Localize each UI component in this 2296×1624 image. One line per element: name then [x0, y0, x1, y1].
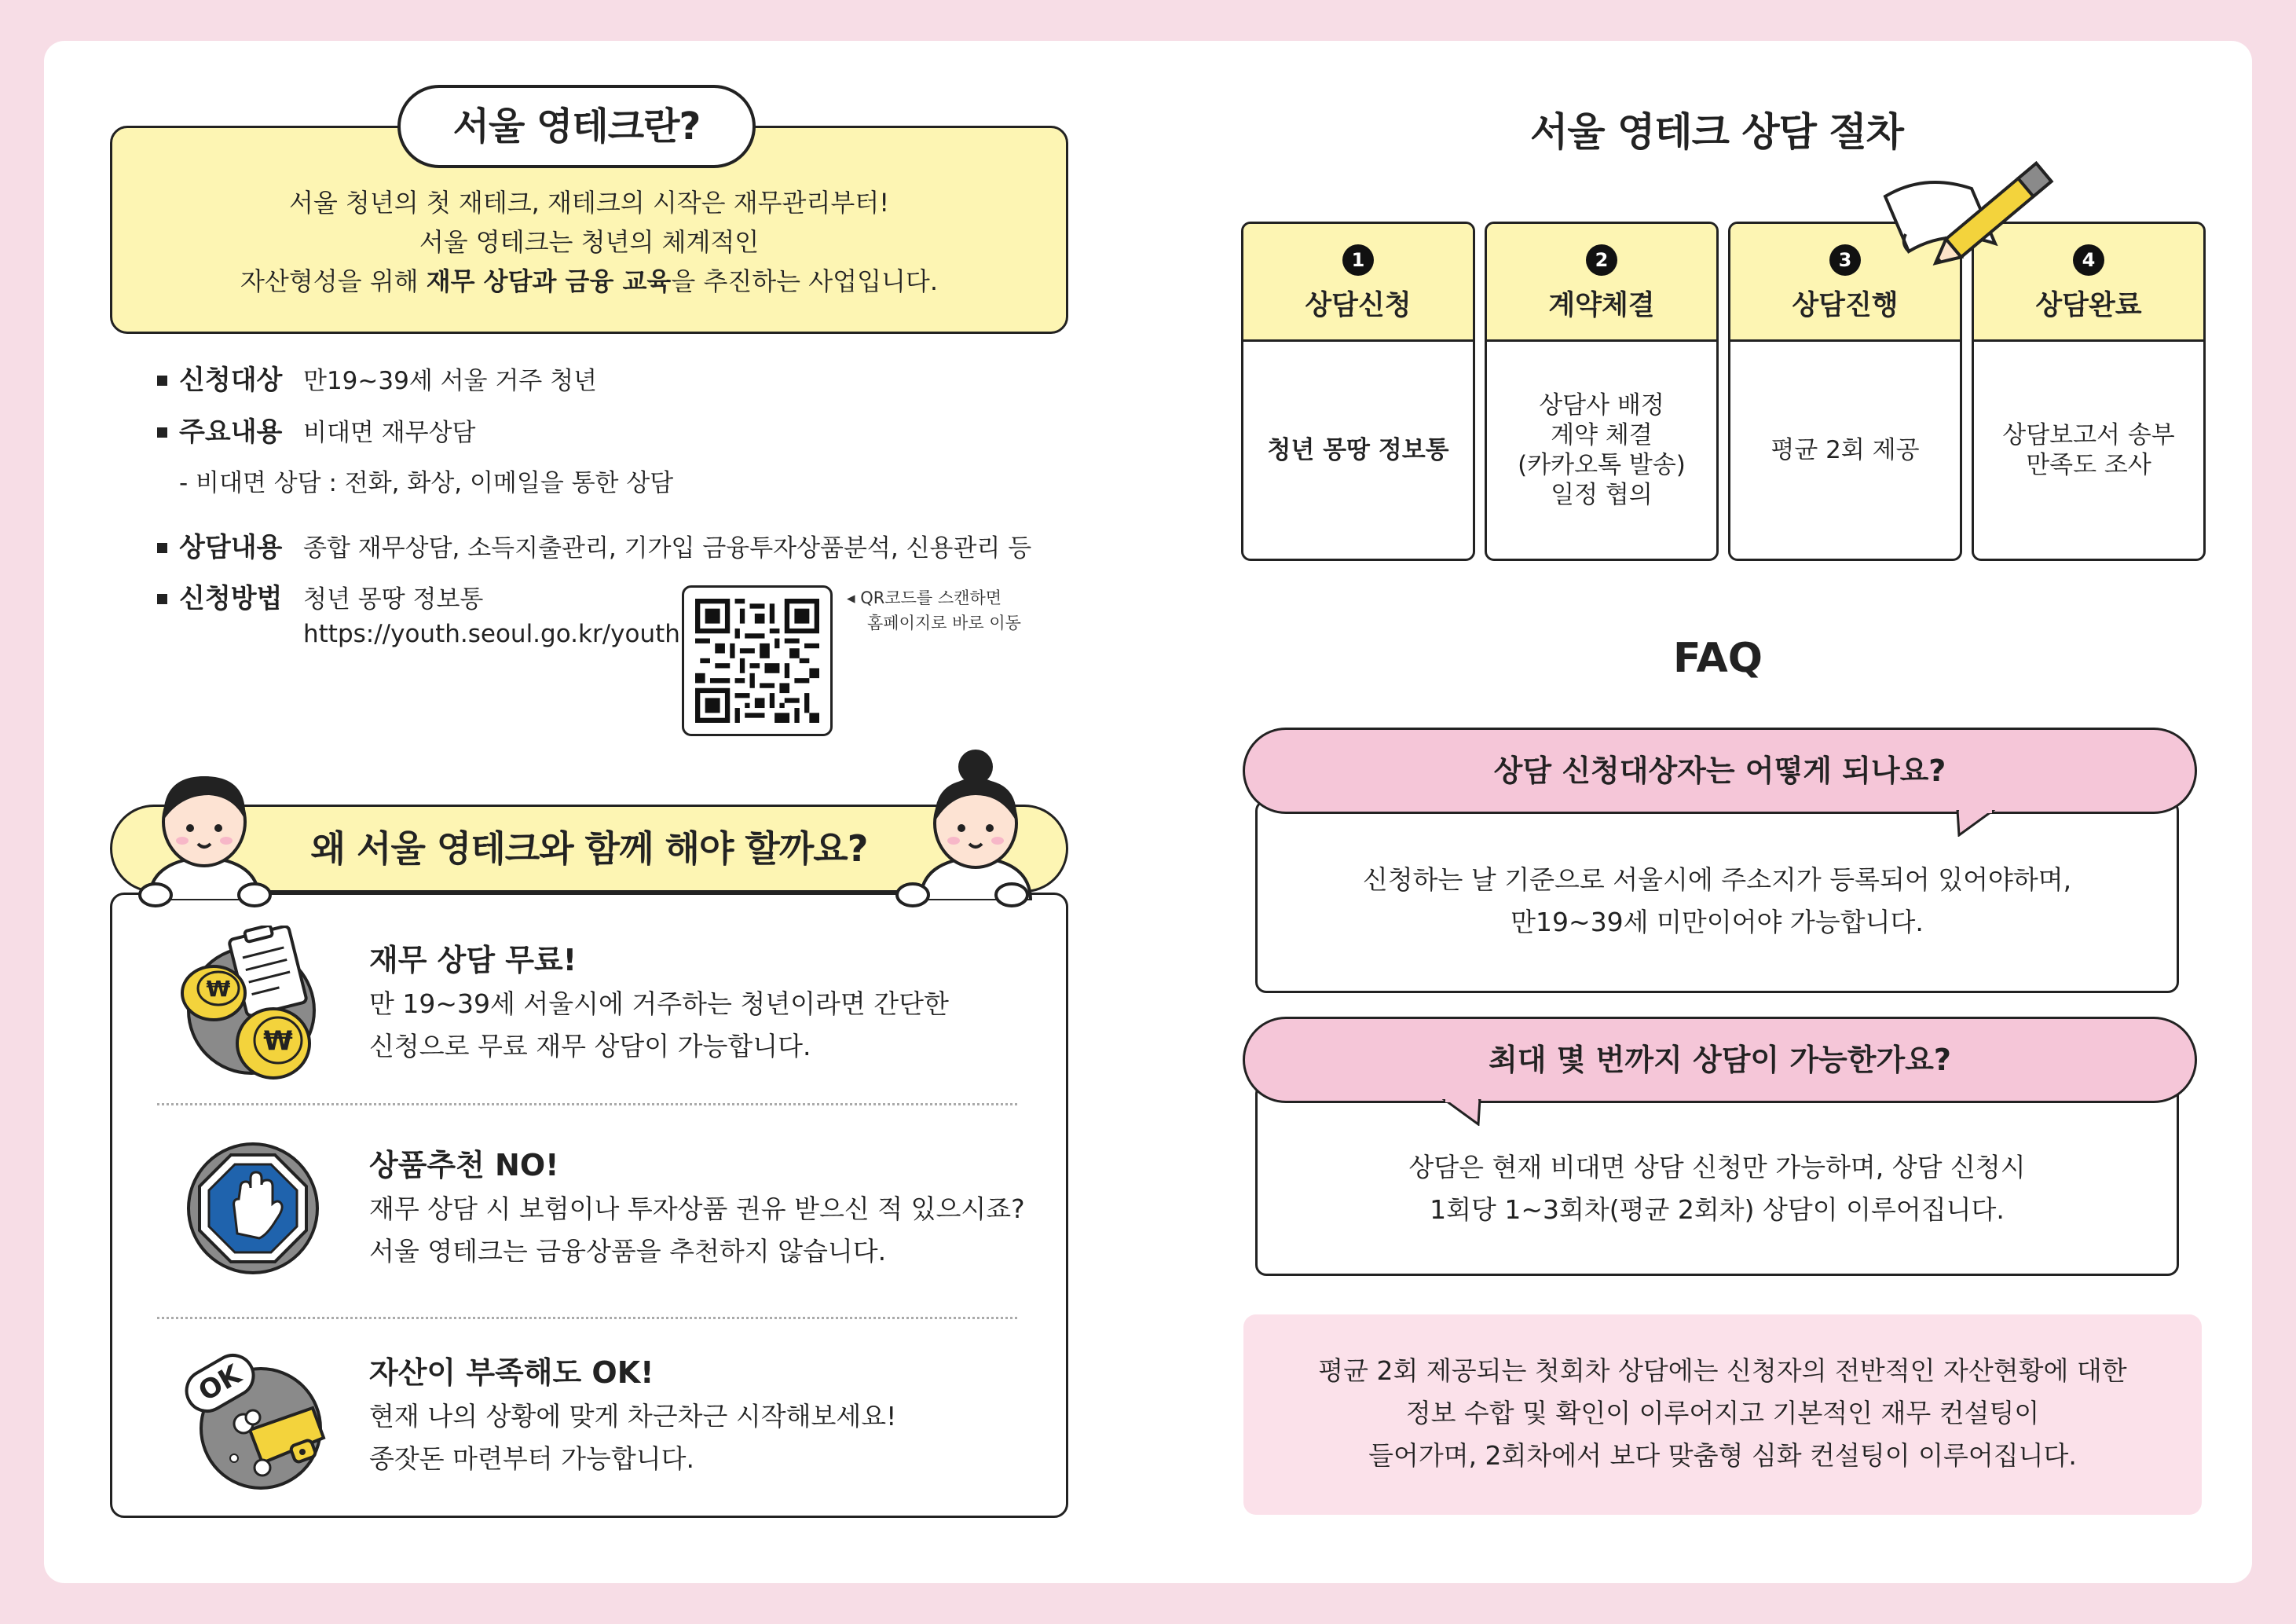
step-1	[1241, 222, 1475, 561]
step-3-number: 3	[1829, 244, 1861, 276]
intro-line-1: 서울 청년의 첫 재테크, 재테크의 시작은 재무관리부터!	[288, 188, 890, 218]
intro-line-2: 서울 영테크는 청년의 체계적인	[419, 227, 760, 257]
boy-hands-icon	[138, 882, 272, 908]
step-4-line: 만족도 조사	[2026, 451, 2151, 479]
faq-title: FAQ	[1673, 635, 1763, 682]
stop-hand-icon	[185, 1141, 320, 1276]
step-2-line: (카카오톡 발송)	[1518, 451, 1686, 479]
intro-title: 서울 영테크란?	[397, 85, 756, 168]
step-4-number: 4	[2073, 244, 2104, 276]
step-1-line: 청년 몽땅 정보통	[1267, 436, 1449, 464]
intro-line-3	[112, 262, 1066, 301]
info-consult-label: 상담내용	[157, 530, 303, 565]
faq-answer-2	[1255, 1083, 2179, 1276]
why-item-free-line-1: 만 19~39세 서울시에 거주하는 청년이라면 간단한	[369, 988, 949, 1019]
why-item-ok-line-2: 종잣돈 마련부터 가능합니다.	[369, 1443, 695, 1474]
ok-text: OK	[193, 1358, 247, 1408]
info-content-value: 비대면 재무상담	[303, 419, 476, 447]
info-consult-value: 종합 재무상담, 소득지출관리, 기가입 금융투자상품분석, 신용관리 등	[303, 534, 1032, 563]
step-1-body	[1243, 342, 1473, 559]
step-2-line: 일정 협의	[1551, 481, 1653, 509]
why-item-ok-title: 자산이 부족해도 OK!	[369, 1355, 654, 1390]
info-method-url[interactable]: https://youth.seoul.go.kr/youth	[303, 620, 680, 648]
divider	[157, 1317, 1017, 1319]
step-1-name: 상담신청	[1305, 290, 1412, 321]
qr-note-line-1: ◂ QR코드를 스캔하면	[847, 588, 1002, 607]
intro-line-3-bold: 재무 상담과 금융 교육	[426, 266, 672, 296]
girl-hands-icon	[895, 882, 1029, 908]
qr-note	[847, 585, 1021, 636]
info-method	[157, 581, 680, 651]
step-4-line: 상담보고서 송부	[2002, 421, 2175, 449]
consult-note-line-2: 정보 수합 및 확인이 이루어지고 기본적인 재무 컨설팅이	[1405, 1398, 2040, 1428]
info-content-sub: - 비대면 상담 : 전화, 화상, 이메일을 통한 상담	[179, 469, 674, 497]
svg-text:₩: ₩	[206, 976, 231, 1002]
speech-tail-icon	[1956, 810, 1995, 837]
ok-wallet-icon	[174, 1342, 331, 1490]
faq-answer-2-line-2: 1회당 1~3회차(평균 2회차) 상담이 이루어집니다.	[1430, 1194, 2005, 1225]
step-1-head	[1243, 224, 1473, 342]
boy-character-icon	[134, 759, 275, 900]
faq-answer-1-line-1: 신청하는 날 기준으로 서울시에 주소지가 등록되어 있어야하며,	[1362, 864, 2072, 895]
step-3-name: 상담진행	[1792, 290, 1899, 321]
qr-code[interactable]	[682, 585, 833, 736]
step-2	[1485, 222, 1719, 561]
step-2-line: 상담사 배정	[1539, 391, 1664, 420]
step-4-name: 상담완료	[2035, 290, 2142, 321]
why-item-no-product-title: 상품추천 NO!	[369, 1148, 559, 1182]
why-item-free-line-2: 신청으로 무료 재무 상담이 가능합니다.	[369, 1031, 811, 1061]
speech-tail-icon	[1442, 1099, 1481, 1126]
info-method-value-1: 청년 몽땅 정보통	[303, 585, 484, 614]
step-2-name: 계약체결	[1548, 290, 1655, 321]
step-3-line: 평균 2회 제공	[1771, 436, 1920, 464]
girl-character-icon	[905, 746, 1046, 900]
step-2-body	[1487, 342, 1716, 559]
faq-answer-1-line-2: 만19~39세 미만이어야 가능합니다.	[1511, 907, 1924, 937]
step-3-body	[1730, 342, 1960, 559]
step-4-body	[1974, 342, 2203, 559]
info-content	[157, 415, 673, 500]
why-item-free	[369, 939, 1045, 1068]
why-item-no-product	[369, 1144, 1045, 1273]
why-title: 왜 서울 영테크와 함께 해야 할까요?	[110, 805, 1068, 893]
svg-text:₩: ₩	[263, 1025, 293, 1057]
procedure-title: 서울 영테크 상담 절차	[1530, 109, 1903, 155]
faq-question-2[interactable]: 최대 몇 번까지 상담이 가능한가요?	[1243, 1017, 2197, 1103]
why-item-no-product-line-1: 재무 상담 시 보험이나 투자상품 권유 받으신 적 있으시죠?	[369, 1193, 1025, 1224]
coins-clipboard-icon	[173, 926, 330, 1083]
step-2-number: 2	[1586, 244, 1617, 276]
faq-question-1[interactable]: 상담 신청대상자는 어떻게 되나요?	[1243, 728, 2197, 814]
info-content-label: 주요내용	[157, 415, 303, 449]
faq-answer-1	[1255, 800, 2179, 993]
consult-note	[1243, 1314, 2202, 1515]
consult-note-line-3: 들어가며, 2회차에서 보다 맞춤형 심화 컨설팅이 이루어집니다.	[1368, 1440, 2077, 1471]
info-target	[157, 363, 597, 398]
divider	[157, 1103, 1017, 1105]
info-target-value: 만19~39세 서울 거주 청년	[303, 367, 597, 395]
info-consult	[157, 530, 1031, 566]
why-item-no-product-line-2: 서울 영테크는 금융상품을 추천하지 않습니다.	[369, 1236, 887, 1267]
qr-code-image	[695, 599, 819, 723]
info-target-label: 신청대상	[157, 363, 303, 398]
step-2-line: 계약 체결	[1551, 421, 1653, 449]
pencil-paper-icon	[1877, 126, 2082, 275]
intro-line-3-post: 을 추진하는 사업입니다.	[671, 266, 938, 296]
info-method-label: 신청방법	[157, 581, 303, 616]
consult-note-line-1: 평균 2회 제공되는 첫회차 상담에는 신청자의 전반적인 자산현황에 대한	[1318, 1355, 2127, 1386]
step-1-number: 1	[1342, 244, 1374, 276]
intro-line-3-pre: 자산형성을 위해	[240, 266, 427, 296]
why-item-ok-line-1: 현재 나의 상황에 맞게 차근차근 시작해보세요!	[369, 1401, 897, 1432]
step-2-head	[1487, 224, 1716, 342]
why-item-ok	[369, 1351, 1045, 1480]
why-item-free-title: 재무 상담 무료!	[369, 943, 577, 977]
faq-answer-2-line-1: 상담은 현재 비대면 상담 신청만 가능하며, 상담 신청시	[1408, 1152, 2026, 1182]
qr-note-line-2: 홈페이지로 바로 이동	[867, 614, 1021, 632]
